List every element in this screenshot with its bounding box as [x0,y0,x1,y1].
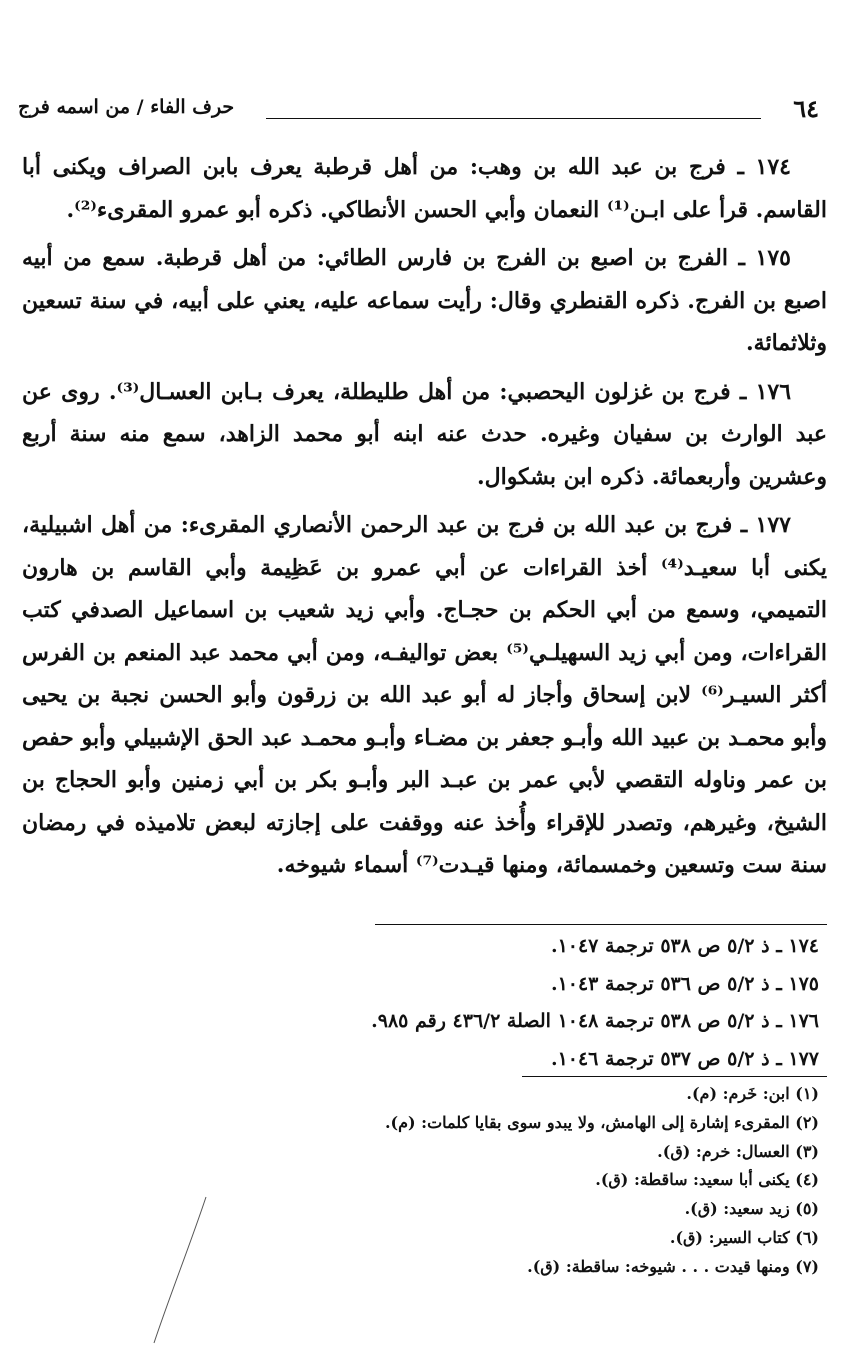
footnote: (٢) المقرىء إشارة إلى الهامش، ولا يبدو سوى بقايا كلمات: (م). [384,1112,819,1132]
running-title: حرف الفاء / من اسمه فرج [18,96,235,118]
footnote: (٤) يكنى أبا سعيد: ساقطة: (ق). [595,1170,819,1190]
source-line: ١٧٥ ـ ذ ٥/٢ ص ٥٣٦ ترجمة ١٠٤٣. [550,972,819,995]
pencil-mark [150,1195,210,1345]
entry-175 [22,237,827,365]
entry-text: ـ فرج بن عبد الله بن وهب: من أهل قرطبة يعرف بابن الصراف ويكنى أبا القاسم. قرأ على ابـن⁽¹⁾ النعمان وأبي الحسن الأنطاكي. ذكره أبو عمرو المقرىء⁽²⁾. [22,154,827,223]
footnote: (١) ابن: خَرم: (م). [686,1084,819,1103]
entry-text: ـ فرج بن غزلون اليحصبي: من أهل طليطلة، يعرف بـابن العسـال⁽³⁾. روى عن عبد الوارث بن سفيان وغيره. حدث عنه ابنه أبو محمد الزاهد، سمع منه سنة أربع وعشرين وأربعمائة. ذكره ابن بشكوال. [22,378,827,490]
entry-174 [22,146,827,231]
entry-number: ١٧٦ [755,378,792,405]
source-line: ١٧٧ ـ ذ ٥/٢ ص ٥٣٧ ترجمة ١٠٤٦. [550,1047,819,1070]
source-line: ١٧٤ ـ ذ ٥/٢ ص ٥٣٨ ترجمة ١٠٤٧. [550,935,819,957]
sources-rule [375,924,827,925]
page-header [18,94,819,128]
entry-number: ١٧٤ [755,154,791,180]
footnote: (٦) كتاب السير: (ق). [669,1227,819,1247]
entry-text: ـ فرج بن عبد الله بن فرج بن عبد الرحمن الأنصاري المقرىء: من أهل اشبيلية، يكنى أبا سعيـد⁽⁴⁾ أخذ القراءات عن أبي عمرو بن عَظِيمة وأبي القاسم بن هارون التميمي، وسمع من أبي الحكم بن حجـاج. وأبي زيد شعيب بن اسماعيل الصدفي كتب القراءات، ومن أبي زيد السهيلـي⁽⁵⁾ بعض تواليفـه، ومن أبي محمد عبد المنعم بن الفرس أكثر السيـر⁽⁶⁾ لابن إسحاق وأجاز له أبو عبد الله بن زرقون وأبو الحسن نجبة بن يحيى وأبو محمـد بن عبيد الله وأبـو جعفر بن مضـاء وأبـو محمـد عبد الحق الإشبيلي وأبو حفص بن عمر وناوله التقصي لأبي عمر بن عبـد البر وأبـو بكر بن أبي زمنين وأبو الحجاج بن الشيخ، وغيرهم، وتصدر للإقراء وأُخذ عنه ووقفت على إجازته لبعض تلاميذه في رمضان سنة ست وتسعين وخمسمائة، ومنها قيـدت⁽⁷⁾ أسماء شيوخه. [22,512,827,878]
header-rule [266,118,761,119]
entry-177 [22,504,827,887]
main-text [22,146,827,893]
footnotes-rule [522,1076,827,1077]
entry-number: ١٧٧ [755,512,791,538]
entry-176 [22,371,827,499]
page-number: ٦٤ [793,94,819,123]
footnotes-list [22,1080,819,1282]
footnote: (٧) ومنها قيدت . . . شيوخه: ساقطة: (ق). [527,1256,819,1276]
footnote: (٥) زيد سعيد: (ق). [684,1199,819,1219]
source-line: ١٧٦ ـ ذ ٥/٢ ص ٥٣٨ ترجمة ١٠٤٨ الصلة ٤٣٦/٢ رقم ٩٨٥. [371,1010,819,1032]
footnote: (٣) العسال: خرم: (ق). [657,1141,819,1161]
entry-number: ١٧٥ [755,245,791,271]
sources-list [22,928,819,1078]
entry-text: ـ الفرج بن اصبع بن الفرج بن فارس الطائي: من أهل قرطبة. سمع من أبيه اصبع بن الفرج. ذكره القنطري وقال: رأيت سماعه عليه، يعني على أبيه، في سنة تسعين وثلاثمائة. [22,245,827,356]
